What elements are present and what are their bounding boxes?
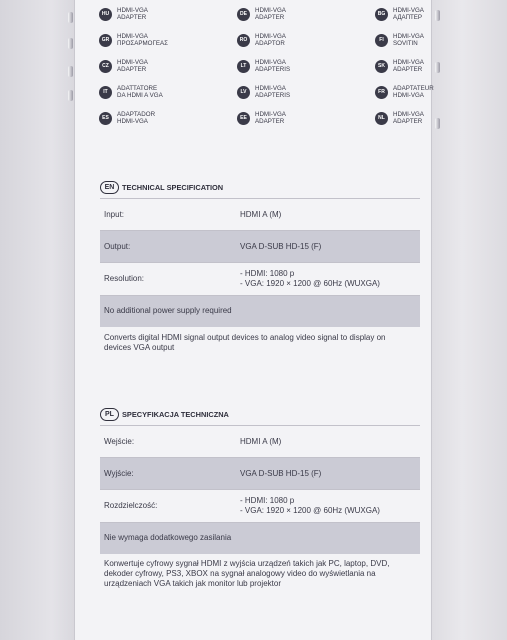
- en-description: Converts digital HDMI signal output devices to analog video signal to display on devices VGA output: [104, 333, 386, 352]
- spec-label: Output:: [100, 231, 236, 263]
- language-code-badge: HU: [99, 8, 112, 21]
- spec-value: [236, 263, 420, 296]
- language-text: HDMI-VGA ADAPTERIS: [255, 59, 291, 73]
- language-code-badge: IT: [99, 86, 112, 99]
- en-section-title: TECHNICAL SPECIFICATION: [122, 183, 224, 192]
- power-note: No additional power supply required: [100, 296, 420, 327]
- language-item: [375, 82, 475, 102]
- language-item: [99, 82, 237, 102]
- spec-row-output: [100, 231, 420, 263]
- language-item: [99, 108, 237, 128]
- resolution-hdmi: - HDMI: 1080 p: [240, 269, 295, 278]
- language-text: HDMI-VGA ΠΡΟΣΑΡΜΟΓΕΑΣ: [117, 33, 168, 47]
- pl-description: Konwertuje cyfrowy sygnał HDMI z wyjścia urządzeń takich jak PC, laptop, DVD, dekoder cyfrowy, PS3, XBOX na sygnał analogowy video do wyświetlania na urządzeniach VGA takich jak monitor lub projektor: [104, 559, 390, 588]
- language-text: HDMI-VGA ADAPTER: [117, 59, 148, 73]
- language-text: HDMI-VGA ADAPTER: [117, 7, 148, 21]
- hanger-rivet: [68, 38, 73, 49]
- resolution-vga: - VGA: 1920 × 1200 @ 60Hz (WUXGA): [240, 279, 380, 288]
- language-text: HDMI-VGA SOVITIN: [393, 33, 424, 47]
- spec-row-resolution: [100, 263, 420, 296]
- language-item: [237, 30, 375, 50]
- language-item: [99, 56, 237, 76]
- spec-label: Rozdzielczość:: [100, 490, 236, 523]
- en-language-badge: EN: [100, 181, 119, 194]
- language-code-badge: LV: [237, 86, 250, 99]
- language-item: [237, 82, 375, 102]
- language-text: ADAPTADOR HDMI-VGA: [117, 111, 156, 125]
- language-item: [375, 108, 475, 128]
- language-item: [237, 4, 375, 24]
- language-code-badge: FI: [375, 34, 388, 47]
- language-code-badge: LT: [237, 60, 250, 73]
- language-text: ADATTATORE DA HDMI A VGA: [117, 85, 163, 99]
- spec-row-power: [100, 296, 420, 327]
- pl-spec-table: [100, 425, 420, 554]
- language-text: HDMI-VGA АДАПТЕР: [393, 7, 424, 21]
- language-item: [375, 4, 475, 24]
- language-code-badge: NL: [375, 112, 388, 125]
- language-item: [99, 4, 237, 24]
- spec-value: [236, 490, 420, 523]
- language-code-badge: DE: [237, 8, 250, 21]
- language-code-badge: CZ: [99, 60, 112, 73]
- language-item: [99, 30, 237, 50]
- en-spec-table: [100, 198, 420, 327]
- hanger-rivet: [68, 12, 73, 23]
- left-backdrop: [0, 0, 74, 640]
- spec-value: VGA D-SUB HD-15 (F): [236, 458, 420, 490]
- language-item: [237, 108, 375, 128]
- language-item: [375, 30, 475, 50]
- language-code-badge: SK: [375, 60, 388, 73]
- language-item: [237, 56, 375, 76]
- spec-row-power: [100, 523, 420, 554]
- language-text: HDMI-VGA ADAPTOR: [255, 33, 286, 47]
- spec-row-resolution: [100, 490, 420, 523]
- language-code-badge: FR: [375, 86, 388, 99]
- spec-sheet: [74, 0, 432, 640]
- pl-section-header: [100, 408, 229, 421]
- resolution-hdmi: - HDMI: 1080 p: [240, 496, 295, 505]
- language-text: HDMI-VGA ADAPTER: [393, 111, 424, 125]
- power-note: Nie wymaga dodatkowego zasilania: [100, 523, 420, 554]
- spec-value: HDMI A (M): [236, 199, 420, 231]
- spec-value: VGA D-SUB HD-15 (F): [236, 231, 420, 263]
- spec-row-input: [100, 199, 420, 231]
- spec-label: Wyjście:: [100, 458, 236, 490]
- language-text: HDMI-VGA ADAPTER: [255, 111, 286, 125]
- spec-label: Resolution:: [100, 263, 236, 296]
- language-code-badge: EE: [237, 112, 250, 125]
- language-item: [375, 56, 475, 76]
- spec-row-input: [100, 426, 420, 458]
- language-text: HDMI-VGA ADAPTER: [255, 7, 286, 21]
- en-section-header: [100, 181, 223, 194]
- language-grid: [99, 4, 434, 128]
- spec-value: HDMI A (M): [236, 426, 420, 458]
- spec-label: Wejście:: [100, 426, 236, 458]
- language-code-badge: BG: [375, 8, 388, 21]
- spec-row-output: [100, 458, 420, 490]
- spec-label: Input:: [100, 199, 236, 231]
- pl-language-badge: PL: [100, 408, 119, 421]
- hanger-rivet: [68, 66, 73, 77]
- language-text: HDMI-VGA ADAPTER: [393, 59, 424, 73]
- language-text: HDMI-VGA ADAPTERIS: [255, 85, 291, 99]
- pl-section-title: SPECYFIKACJA TECHNICZNA: [122, 410, 229, 419]
- language-text: ADAPTATEUR HDMI-VGA: [393, 85, 434, 99]
- language-code-badge: ES: [99, 112, 112, 125]
- language-code-badge: RO: [237, 34, 250, 47]
- language-code-badge: GR: [99, 34, 112, 47]
- hanger-rivet: [68, 90, 73, 101]
- resolution-vga: - VGA: 1920 × 1200 @ 60Hz (WUXGA): [240, 506, 380, 515]
